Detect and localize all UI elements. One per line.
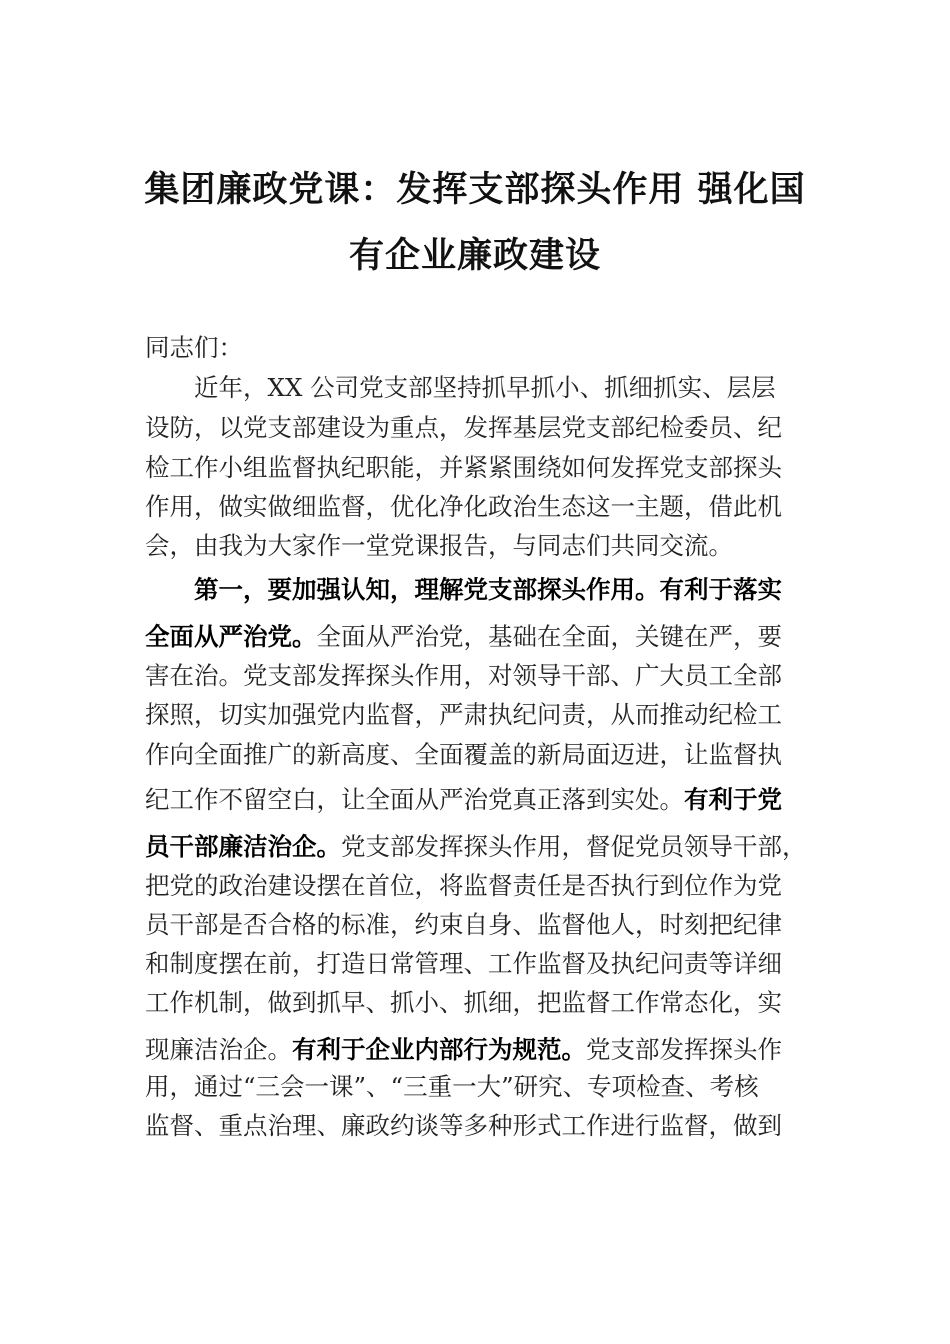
body-text: 设防，以党支部建设为重点，发挥基层党支部纪检委员、纪 — [145, 413, 782, 442]
body-text: 党支部发挥探头作用，督促党员领导干部， — [341, 832, 807, 861]
paragraph-line — [145, 373, 776, 403]
paragraph-line — [145, 949, 782, 979]
paragraph-line — [145, 700, 782, 730]
body-text: 把党的政治建设摆在首位，将监督责任是否执行到位作为党 — [145, 871, 782, 900]
paragraph-line — [145, 988, 782, 1018]
body-text: 纪工作不留空白，让全面从严治党真正落到实处。 — [145, 785, 684, 814]
paragraph-line — [145, 740, 782, 770]
body-text: 作用，做实做细监督，优化净化政治生态这一主题，借此机 — [145, 492, 782, 521]
paragraph-line — [145, 661, 782, 691]
paragraph-line — [145, 910, 782, 940]
paragraph-line — [145, 492, 782, 522]
bold-text: 全面从严治党。 — [145, 622, 317, 651]
body-text: 工作机制，做到抓早、抓小、抓细，把监督工作常态化，实 — [145, 988, 782, 1017]
paragraph-line — [145, 1111, 782, 1141]
bold-text: 第一，要加强认知，理解党支部探头作用。有利于落实 — [145, 575, 782, 604]
body-text: 和制度摆在前，打造日常管理、工作监督及执纪问责等详细 — [145, 949, 782, 978]
paragraph-line — [145, 453, 782, 483]
body-text: 党支部发挥探头作 — [586, 1035, 782, 1064]
body-text: 同志们： — [145, 333, 243, 362]
body-text: 检工作小组监督执纪职能，并紧紧围绕如何发挥党支部探头 — [145, 453, 782, 482]
bold-text: 员干部廉洁治企。 — [145, 832, 341, 861]
paragraph-line — [145, 531, 733, 561]
paragraph-line — [145, 871, 782, 901]
body-text: 害在治。党支部发挥探头作用，对领导干部、广大员工全部 — [145, 661, 782, 690]
paragraph-line — [145, 575, 782, 605]
body-text: 作向全面推广的新高度、全面覆盖的新局面迈进，让监督执 — [145, 740, 782, 769]
paragraph-line — [145, 333, 243, 363]
paragraph-line — [145, 1035, 782, 1065]
bold-text: 有利于企业内部行为规范。 — [292, 1035, 586, 1064]
body-text: 监督、重点治理、廉政约谈等多种形式工作进行监督，做到 — [145, 1111, 782, 1140]
body-text: 近年，XX 公司党支部坚持抓早抓小、抓细抓实、层层 — [145, 373, 776, 402]
body-text: 员干部是否合格的标准，约束自身、监督他人，时刻把纪律 — [145, 910, 782, 939]
paragraph-line — [145, 622, 782, 652]
document-title-line-2: 有企业廉政建设 — [348, 235, 601, 276]
paragraph-line — [145, 785, 782, 815]
body-text: 现廉洁治企。 — [145, 1035, 292, 1064]
paragraph-line — [145, 1072, 759, 1102]
body-text: 会，由我为大家作一堂党课报告，与同志们共同交流。 — [145, 531, 733, 560]
paragraph-line — [145, 832, 807, 862]
document-title-line-1: 集团廉政党课：发挥支部探头作用 强化国 — [144, 169, 806, 210]
bold-text: 有利于党 — [684, 785, 782, 814]
paragraph-line — [145, 413, 782, 443]
body-text: 探照，切实加强党内监督，严肃执纪问责，从而推动纪检工 — [145, 700, 782, 729]
body-text: 全面从严治党，基础在全面，关键在严，要 — [316, 622, 782, 651]
body-text: 用，通过“三会一课”、“三重一大”研究、专项检查、考核 — [145, 1072, 759, 1101]
